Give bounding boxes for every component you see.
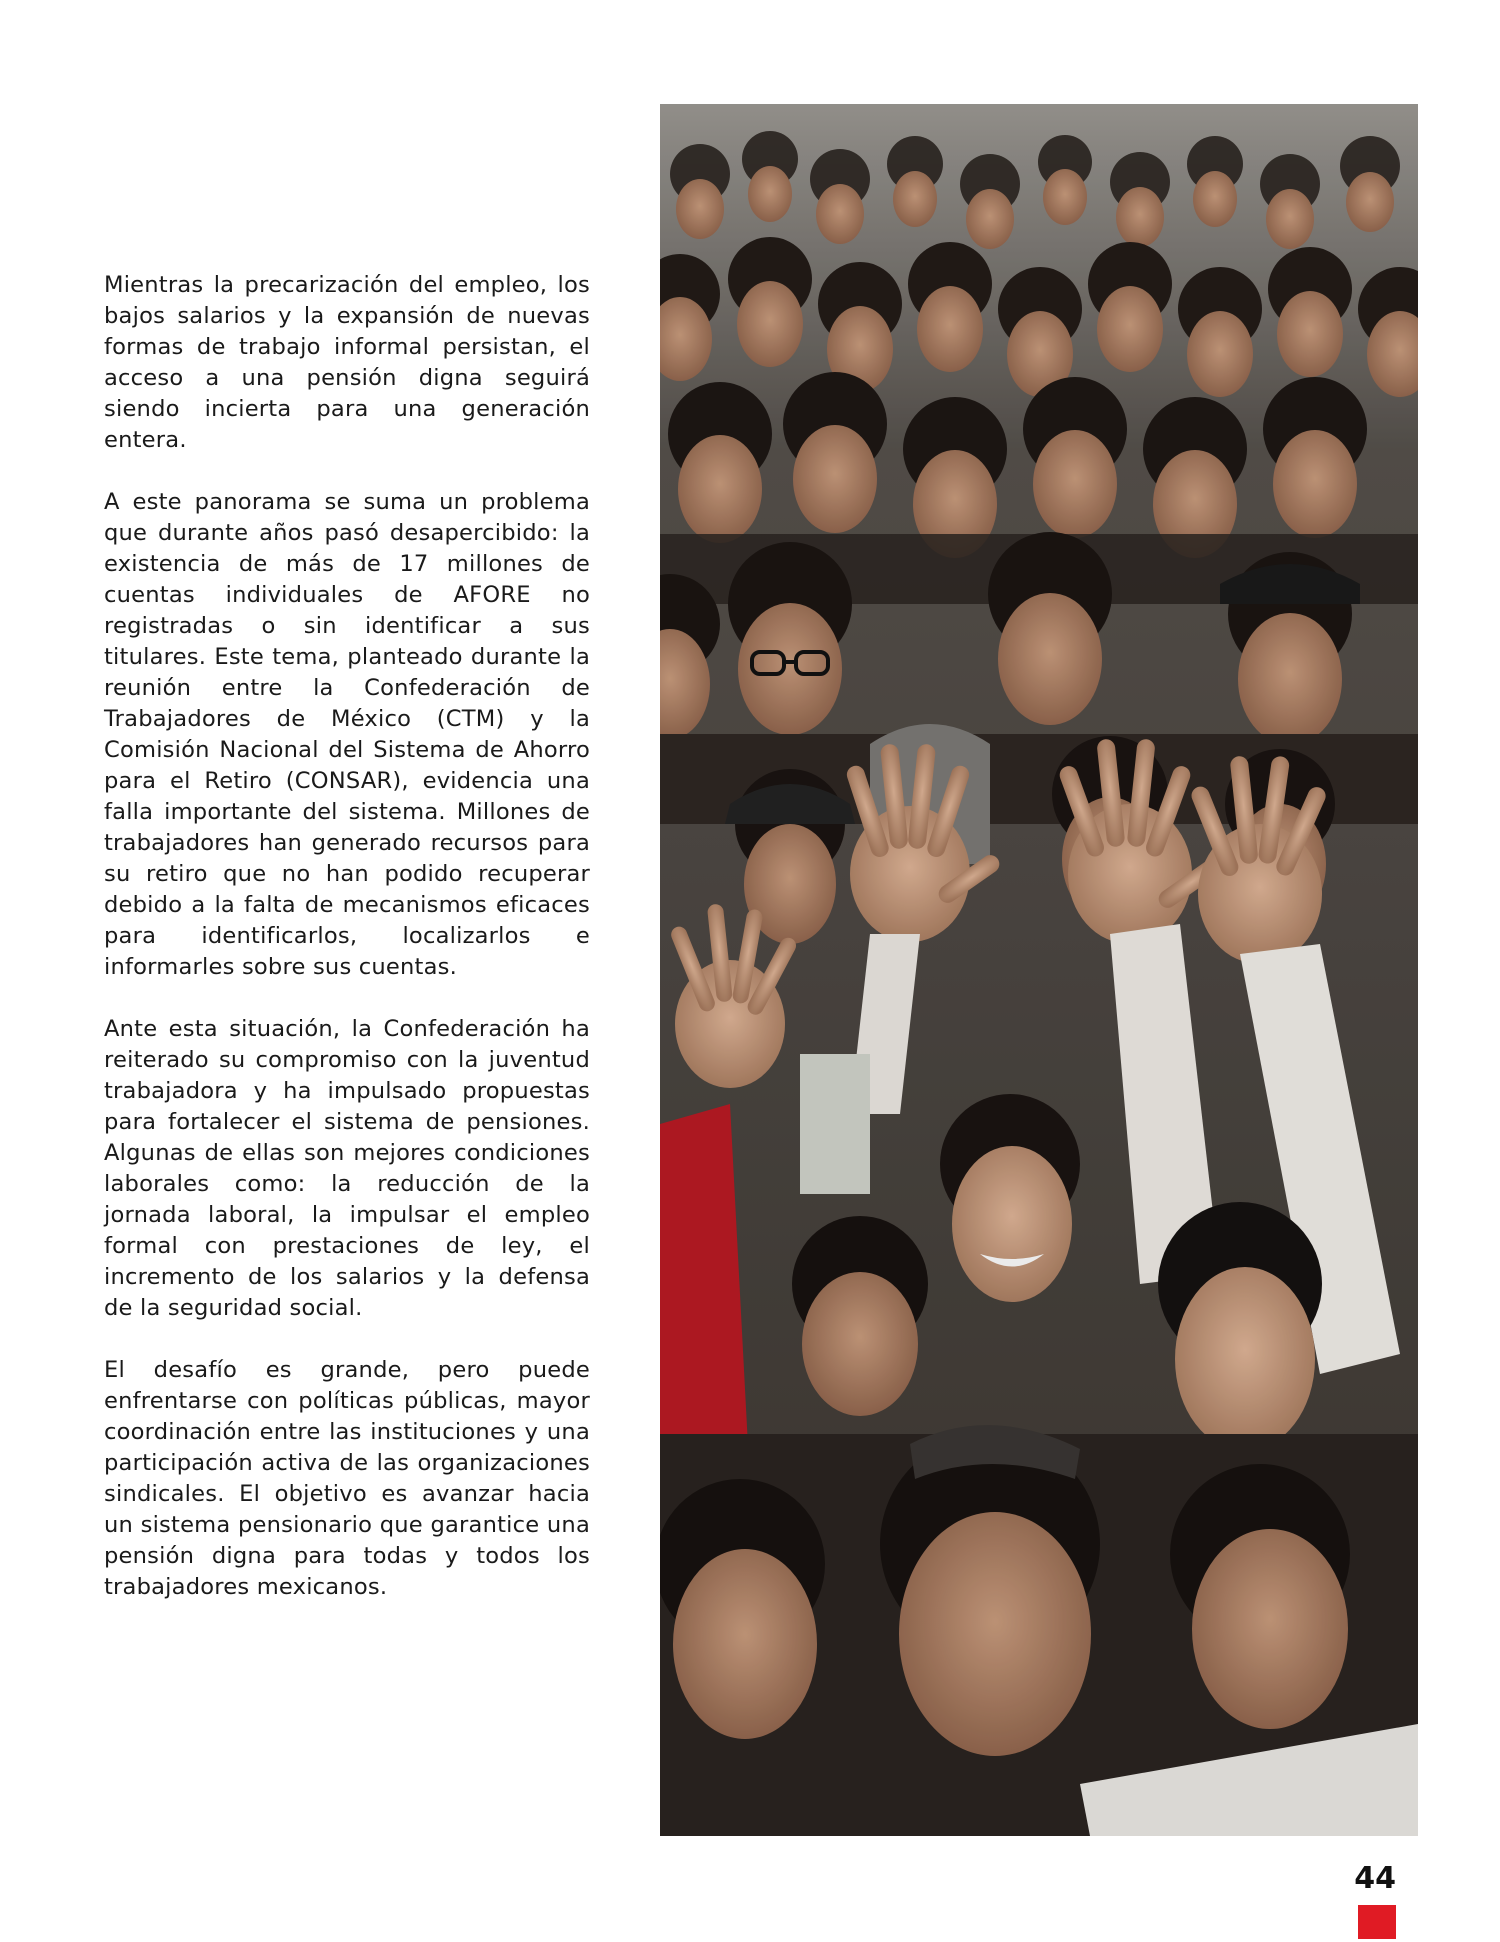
photo-tone-overlay (660, 104, 1418, 1836)
paragraph-3: Ante esta situación, la Confederación ha reiterado su compromiso con la juventud trabajadora y ha impulsado propuestas para fortalecer el sistema de pensiones. Algunas de ellas son mejores condiciones laborales como: la reducción de la jornada laboral, la impulsar el empleo formal con prestaciones de ley, el incremento de los salarios y la defensa de la seguridad social. (104, 1016, 590, 1321)
page-marker-square (1358, 1905, 1396, 1939)
article-body (104, 270, 590, 1634)
paragraph-2: A este panorama se suma un problema que durante años pasó desapercibido: la existencia de más de 17 millones de cuentas individuales de AFORE no registradas o sin identificar a sus titulares. Este tema, planteado durante la reunión entre la Confederación de Trabajadores de México (CTM) y la Comisión Nacional del Sistema de Ahorro para el Retiro (CONSAR), evidencia una falla importante del sistema. Millones de trabajadores han generado recursos para su retiro que no han podido recuperar debido a la falta de mecanismos eficaces para identificarlos, localizarlos e informarles sobre sus cuentas. (104, 489, 590, 980)
crowd-photo (660, 104, 1418, 1836)
paragraph-1: Mientras la precarización del empleo, los bajos salarios y la expansión de nuevas formas de trabajo informal persistan, el acceso a una pensión digna seguirá siendo incierta para una generación entera. (104, 272, 590, 453)
crowd-illustration (660, 104, 1418, 1836)
page-number: 44 (1354, 1861, 1396, 1896)
paragraph-4: El desafío es grande, pero puede enfrentarse con políticas públicas, mayor coordinación entre las instituciones y una participación activa de las organizaciones sindicales. El objetivo es avanzar hacia un sistema pensionario que garantice una pensión digna para todas y todos los trabajadores mexicanos. (104, 1357, 590, 1600)
